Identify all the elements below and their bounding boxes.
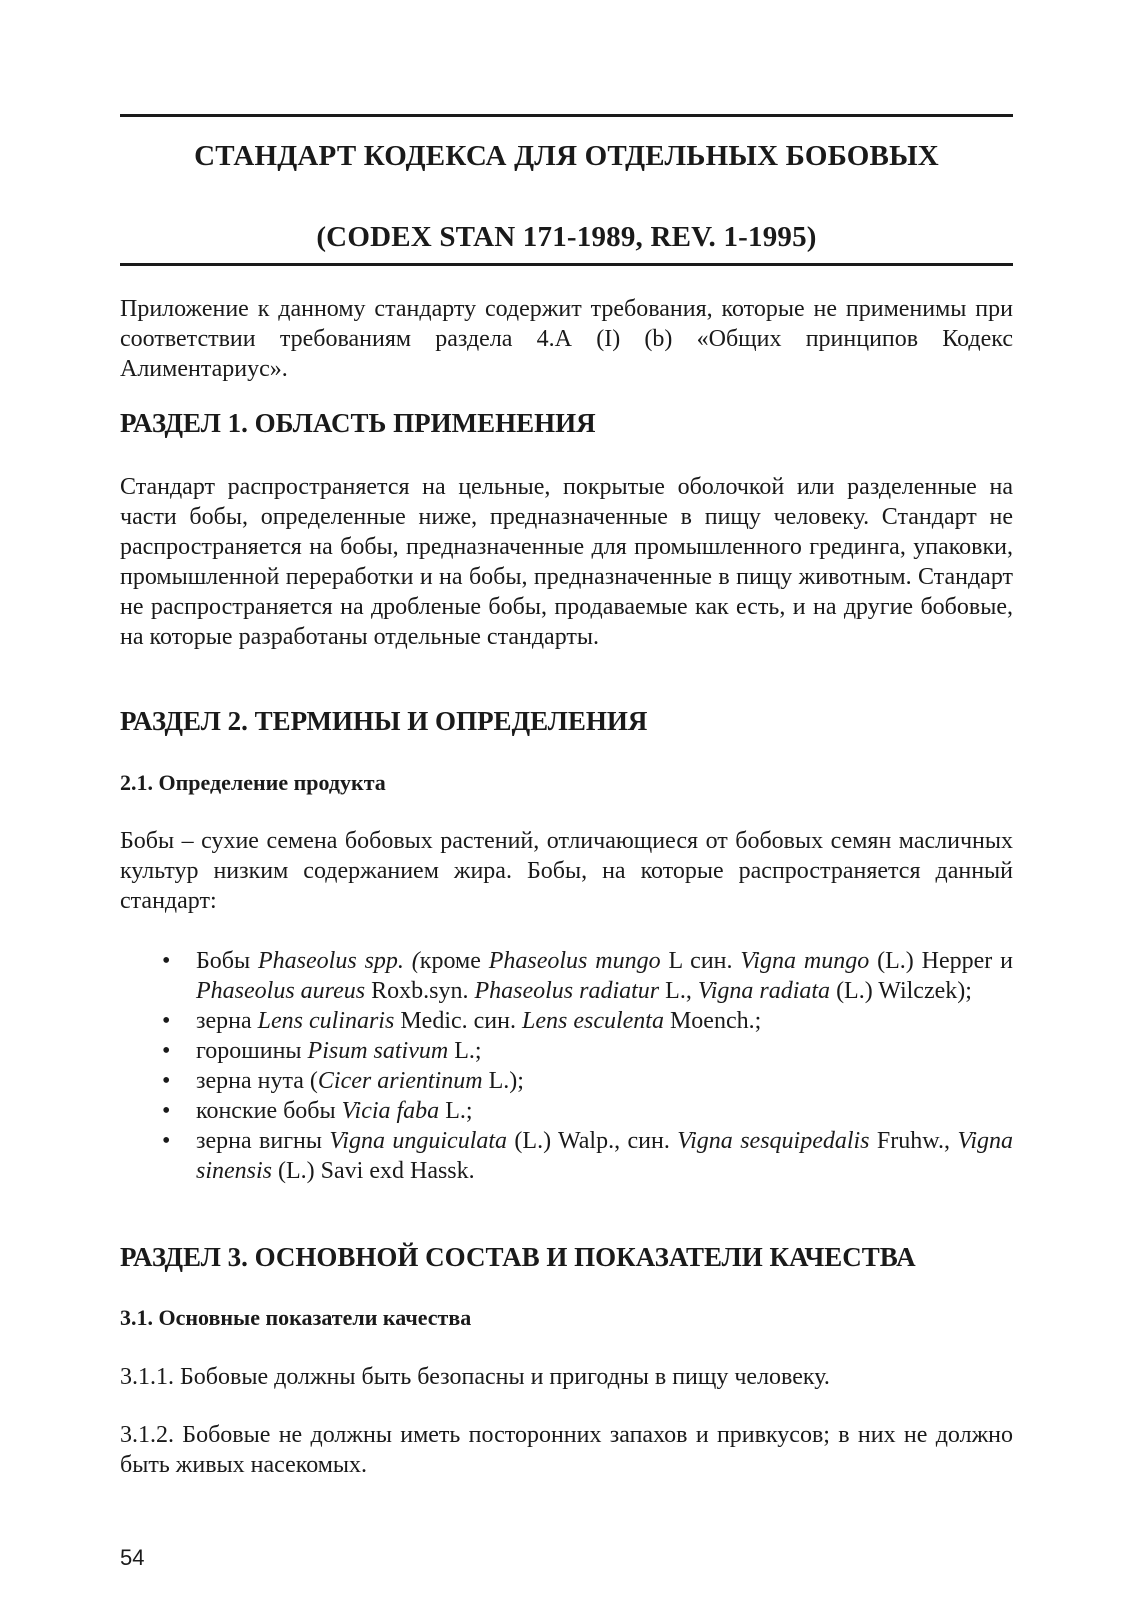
section-2-heading: РАЗДЕЛ 2. ТЕРМИНЫ И ОПРЕДЕЛЕНИЯ	[120, 706, 648, 736]
document-page	[120, 0, 1013, 1600]
intro-paragraph: Приложение к данному стандарту содержит требования, которые не применимы при соответствии требованиям раздела 4.А (I) (b) «Общих принципов Кодекс Алиментариус».	[120, 296, 1013, 382]
section-2-1-heading: 2.1. Определение продукта	[120, 770, 386, 795]
paragraph-3-1-1: 3.1.1. Бобовые должны быть безопасны и пригодны в пищу человеку.	[120, 1364, 830, 1390]
list-item: • зерна нута (Cicer arientinum L.);	[162, 1068, 524, 1094]
bullet-icon: •	[162, 1098, 171, 1124]
bullet-icon: •	[162, 1068, 171, 1094]
bullet-icon: •	[162, 1038, 171, 1064]
list-item: • зерна Lens culinaris Medic. син. Lens esculenta Moench.;	[162, 1008, 762, 1034]
bullet-icon: •	[162, 1128, 171, 1154]
page-number: 54	[120, 1545, 145, 1570]
title-bottom-rule	[120, 263, 1013, 266]
species-list	[120, 946, 1013, 1186]
section-2-text: Бобы – сухие семена бобовых растений, отличающиеся от бобовых семян масличных культур низким содержанием жира. Бобы, на которые распространяется данный стандарт:	[120, 828, 1013, 914]
paragraph-3-1-2: 3.1.2. Бобовые не должны иметь посторонних запахов и привкусов; в них не должно быть живых насекомых.	[120, 1422, 1013, 1478]
bullet-icon: •	[162, 1008, 171, 1034]
section-1-heading: РАЗДЕЛ 1. ОБЛАСТЬ ПРИМЕНЕНИЯ	[120, 408, 596, 438]
section-3-1-heading: 3.1. Основные показатели качества	[120, 1305, 472, 1330]
top-rule	[120, 114, 1013, 117]
document-title: СТАНДАРТ КОДЕКСА ДЛЯ ОТДЕЛЬНЫХ БОБОВЫХ	[194, 140, 939, 172]
list-item: • горошины Pisum sativum L.;	[162, 1038, 482, 1064]
list-item: • конские бобы Vicia faba L.;	[162, 1098, 473, 1124]
section-3-heading: РАЗДЕЛ 3. ОСНОВНОЙ СОСТАВ И ПОКАЗАТЕЛИ КАЧЕСТВА	[120, 1242, 916, 1272]
list-item: • Бобы Phaseolus spp. (кроме Phaseolus mungo L син. Vigna mungo (L.) Hepper и Phaseolus aureus Roxb.syn. Phaseolus radiatur L., Vigna radiata (L.) Wilczek);	[162, 948, 1013, 1004]
bullet-icon: •	[162, 948, 171, 974]
document-code: (CODEX STAN 171-1989, REV. 1-1995)	[316, 221, 817, 253]
list-item: • зерна вигны Vigna unguiculata (L.) Walp., син. Vigna sesquipedalis Fruhw., Vigna sinensis (L.) Savi exd Hassk.	[162, 1128, 1013, 1184]
section-1-text: Стандарт распространяется на цельные, покрытые оболочкой или разделенные на части бобы, определенные ниже, предназначенные в пищу человеку. Стандарт не распространяется на бобы, предназначенные для промышленного грединга, упаковки, промышленной переработки и на бобы, предназначенные в пищу животным. Стандарт не распространяется на дробленые бобы, продаваемые как есть, и на другие бобовые, на которые разработаны отдельные стандарты.	[120, 474, 1013, 650]
